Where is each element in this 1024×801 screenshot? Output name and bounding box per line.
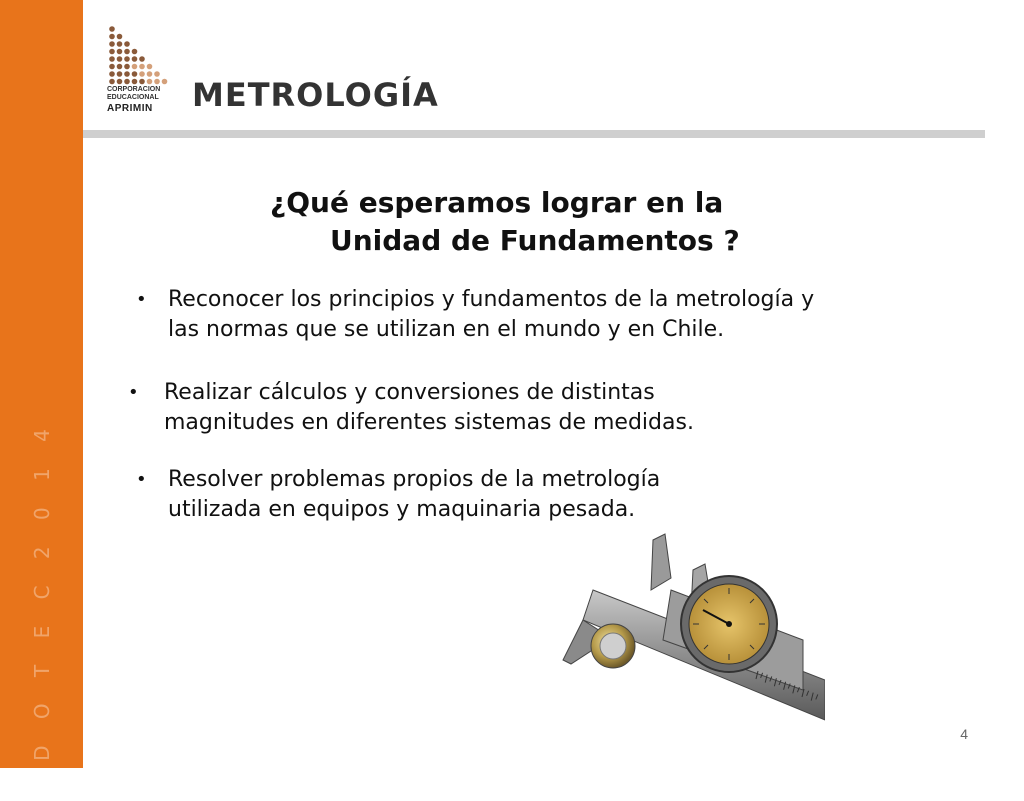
logo-dot xyxy=(139,56,145,62)
logo-dot xyxy=(139,64,145,70)
bullet-line: Realizar cálculos y conversiones de distintas xyxy=(164,380,655,405)
logo-dot xyxy=(132,64,138,70)
logo-dot xyxy=(124,71,130,77)
logo-dot xyxy=(139,71,145,77)
logo-dot xyxy=(109,56,115,62)
logo-dot xyxy=(124,49,130,55)
logo-dot xyxy=(139,79,145,85)
bullet-line: Resolver problemas propios de la metrología xyxy=(168,467,661,492)
logo-dot xyxy=(132,71,138,77)
bullet-dot-icon: • xyxy=(128,382,139,403)
bullet-line: las normas que se utilizan en el mundo y en Chile. xyxy=(168,317,725,342)
header-divider xyxy=(83,130,985,138)
logo-caption xyxy=(107,86,177,102)
logo-dot xyxy=(147,71,153,77)
header-title: METROLOGÍA xyxy=(192,76,439,114)
logo-dot xyxy=(117,64,123,70)
logo-dot xyxy=(109,34,115,40)
logo-dot xyxy=(132,79,138,85)
heading-line-2: Unidad de Fundamentos ? xyxy=(330,224,740,257)
logo-brand: APRIMIN xyxy=(107,103,153,114)
logo-line-1: CORPORACION xyxy=(107,86,161,93)
logo-dot xyxy=(117,79,123,85)
logo-line-2: EDUCACIONAL xyxy=(107,94,159,101)
logo-dot xyxy=(109,49,115,55)
logo-dot xyxy=(124,56,130,62)
logo-dot xyxy=(147,79,153,85)
bullet-dot-icon: • xyxy=(136,289,147,310)
sidebar-vertical-text: A D O T E C 2 0 1 4 xyxy=(30,419,54,801)
orange-sidebar xyxy=(0,0,83,801)
bullet-dot-icon: • xyxy=(136,469,147,490)
logo-dot xyxy=(154,79,160,85)
bullet-line: Reconocer los principios y fundamentos de la metrología y xyxy=(168,287,815,312)
logo-dot xyxy=(154,71,160,77)
bullet-line: utilizada en equipos y maquinaria pesada. xyxy=(168,497,636,522)
logo-dot xyxy=(109,64,115,70)
logo-dot xyxy=(162,79,168,85)
bullet-line: magnitudes en diferentes sistemas de medidas. xyxy=(164,410,694,435)
heading-line-1: ¿Qué esperamos lograr en la xyxy=(270,186,724,219)
logo-dot xyxy=(109,26,115,32)
logo-dot xyxy=(124,79,130,85)
logo-dot xyxy=(117,34,123,40)
logo-dot xyxy=(109,41,115,47)
logo-dot xyxy=(109,79,115,85)
vernier-caliper-image xyxy=(553,530,825,730)
page-number: 4 xyxy=(960,726,968,742)
logo-dot xyxy=(117,41,123,47)
logo-dot xyxy=(117,56,123,62)
logo-dot xyxy=(117,71,123,77)
logo-dot xyxy=(117,49,123,55)
logo-dot xyxy=(109,71,115,77)
logo-dot xyxy=(132,49,138,55)
logo-dot xyxy=(124,64,130,70)
logo-dot xyxy=(124,41,130,47)
logo-dot xyxy=(147,64,153,70)
logo-dot xyxy=(132,56,138,62)
